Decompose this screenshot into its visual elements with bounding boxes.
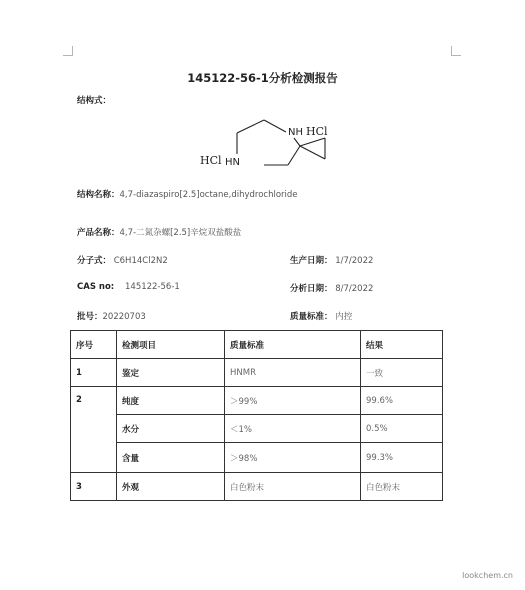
cell-item: 外观 [117, 473, 225, 501]
ring-bond [264, 120, 286, 132]
standard-label: 质量标准： [290, 312, 333, 322]
table-row [71, 387, 443, 415]
cell-item: 水分 [117, 415, 225, 443]
structure-name-value: 4,7-diazaspiro[2.5]octane,dihydrochloride [119, 190, 298, 200]
cell-result: 99.6% [361, 387, 443, 415]
cell-item: 鉴定 [117, 359, 225, 387]
cell-item: 含量 [117, 443, 225, 473]
report-title: 145122-56-1分析检测报告 [187, 71, 338, 85]
standard-value: 内控 [335, 312, 353, 322]
cell-no: 1 [71, 359, 117, 387]
structure-name-line [77, 188, 298, 200]
table-row [71, 443, 443, 473]
cell-standard: ＞98% [225, 443, 361, 473]
hcl-right-label: HCl [306, 125, 328, 138]
analysis-date-label: 分析日期： [290, 284, 333, 294]
cell-no: 3 [71, 473, 117, 501]
structure-label-line [77, 94, 111, 106]
cell-standard: 白色粉末 [225, 473, 361, 501]
cell-item: 纯度 [117, 387, 225, 415]
header-result: 结果 [361, 331, 443, 359]
analysis-date-value: 8/7/2022 [335, 284, 374, 294]
header-standard: 质量标准 [225, 331, 361, 359]
cell-standard: ＜1% [225, 415, 361, 443]
standard-line [290, 310, 352, 322]
ring-bond [237, 120, 264, 133]
product-name-line [77, 226, 241, 238]
table-header-row [71, 331, 443, 359]
structure-label: 结构式： [77, 96, 112, 106]
hcl-left-label: HCl [200, 154, 222, 167]
batch-value: 20220703 [102, 312, 146, 322]
structural-formula [190, 104, 370, 184]
cell-result: 0.5% [361, 415, 443, 443]
table-row [71, 473, 443, 501]
product-name-value: 4,7-二氮杂螺[2.5]辛烷双盐酸盐 [119, 228, 242, 238]
batch-line [77, 310, 146, 322]
ring-bond [294, 138, 300, 146]
ring-bond [288, 146, 300, 165]
analysis-date-line [290, 282, 373, 294]
cell-standard: HNMR [225, 359, 361, 387]
production-date-value: 1/7/2022 [335, 256, 374, 266]
page-corner-mark-right [451, 46, 461, 56]
cas-label: CAS no: [77, 282, 115, 292]
hn-atom-label: HN [225, 157, 240, 168]
production-date-label: 生产日期： [290, 256, 333, 266]
cas-line [77, 282, 180, 292]
header-no: 序号 [71, 331, 117, 359]
header-item: 检测项目 [117, 331, 225, 359]
cell-result: 一致 [361, 359, 443, 387]
formula-label: 分子式： [77, 256, 112, 266]
cyclopropane-bond [300, 146, 325, 159]
cyclopropane-bond [300, 138, 325, 146]
watermark: lookchem.cn [462, 571, 513, 580]
formula-line [77, 254, 168, 266]
cell-result: 白色粉末 [361, 473, 443, 501]
structure-name-label: 结构名称： [77, 190, 120, 200]
cell-no: 2 [71, 387, 117, 473]
product-name-label: 产品名称： [77, 228, 120, 238]
production-date-line [290, 254, 373, 266]
nh-atom-label: NH [288, 127, 303, 138]
cell-result: 99.3% [361, 443, 443, 473]
cell-standard: ＞99% [225, 387, 361, 415]
cas-value: 145122-56-1 [125, 282, 180, 292]
batch-label: 批号： [77, 312, 103, 322]
table-row [71, 415, 443, 443]
table-row [71, 359, 443, 387]
page-corner-mark-left [63, 46, 73, 56]
results-table [70, 330, 443, 501]
formula-value: C6H14Cl2N2 [113, 256, 168, 266]
